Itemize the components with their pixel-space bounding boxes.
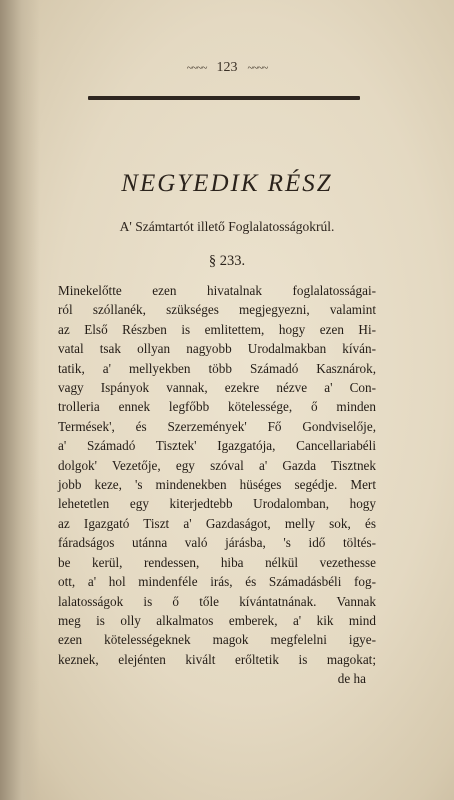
body-line: ezen kötelességeknek magok megfelelni igye- <box>58 632 376 648</box>
section-number: § 233. <box>208 253 246 269</box>
body-line: tatik, a' mellyekben több Számadó Kasznárok, <box>58 360 376 376</box>
body-line: ról szóllanék, szükséges megjegyezni, valamint <box>58 302 376 318</box>
body-line: Minekelőtte ezen hivatalnak foglalatosságai- <box>58 283 376 298</box>
body-line: be kerül, rendessen, hiba nélkül vezethesse <box>58 554 376 570</box>
body-text <box>58 281 376 689</box>
body-line: fáradságos utánna való járásba, 's idő töltés- <box>58 535 376 551</box>
body-line: az Igazgató Tiszt a' Gazdaságot, melly sok, és <box>58 515 376 531</box>
catchword: de ha <box>337 671 366 687</box>
header-ornament-right: ~~~~ <box>247 62 268 74</box>
body-line: vatal tsak ollyan nagyobb Urodalmakban kíván- <box>58 341 376 357</box>
body-line: ott, a' hol mindenféle irás, és Számadásbéli fog- <box>58 574 376 590</box>
chapter-subtitle: A' Számtartót illető Foglalatosságokrúl. <box>119 219 335 234</box>
body-line: lehetetlen egy kiterjedtebb Urodalomban, hogy <box>58 496 376 512</box>
part-title: NEGYEDIK RÉSZ <box>121 170 333 197</box>
body-line: jobb keze, 's mindenekben hüséges segédje. Mert <box>58 477 376 493</box>
page-number: 123 <box>216 60 238 75</box>
body-line: dolgok' Vezetője, egy szóval a' Gazda Tisztnek <box>58 457 376 473</box>
page-gutter-shadow <box>0 0 40 800</box>
body-line: meg is olly alkalmatos emberek, a' kik mind <box>58 612 376 628</box>
body-line: Termések', és Szerzemények' Fő Gondviselője, <box>58 418 376 434</box>
body-line: keznek, elejénten kivált erőltetik is magokat; <box>58 651 376 667</box>
body-line: az Első Részben is emlitettem, hogy ezen Hi- <box>58 321 376 337</box>
page-header <box>0 58 454 78</box>
body-line: lalatosságok is ő tőle kívántatnának. Vannak <box>58 593 376 609</box>
bleed-through-shadow <box>260 110 440 170</box>
body-line: vagy Ispányok vannak, ezekre nézve a' Con- <box>58 380 376 396</box>
body-line: a' Számadó Tisztek' Igazgatója, Cancellariabéli <box>58 438 376 454</box>
body-line: trolleria ennek legfőbb kötelessége, ő minden <box>58 399 376 415</box>
header-rule <box>88 96 360 100</box>
header-ornament-left: ~~~~ <box>186 62 207 74</box>
